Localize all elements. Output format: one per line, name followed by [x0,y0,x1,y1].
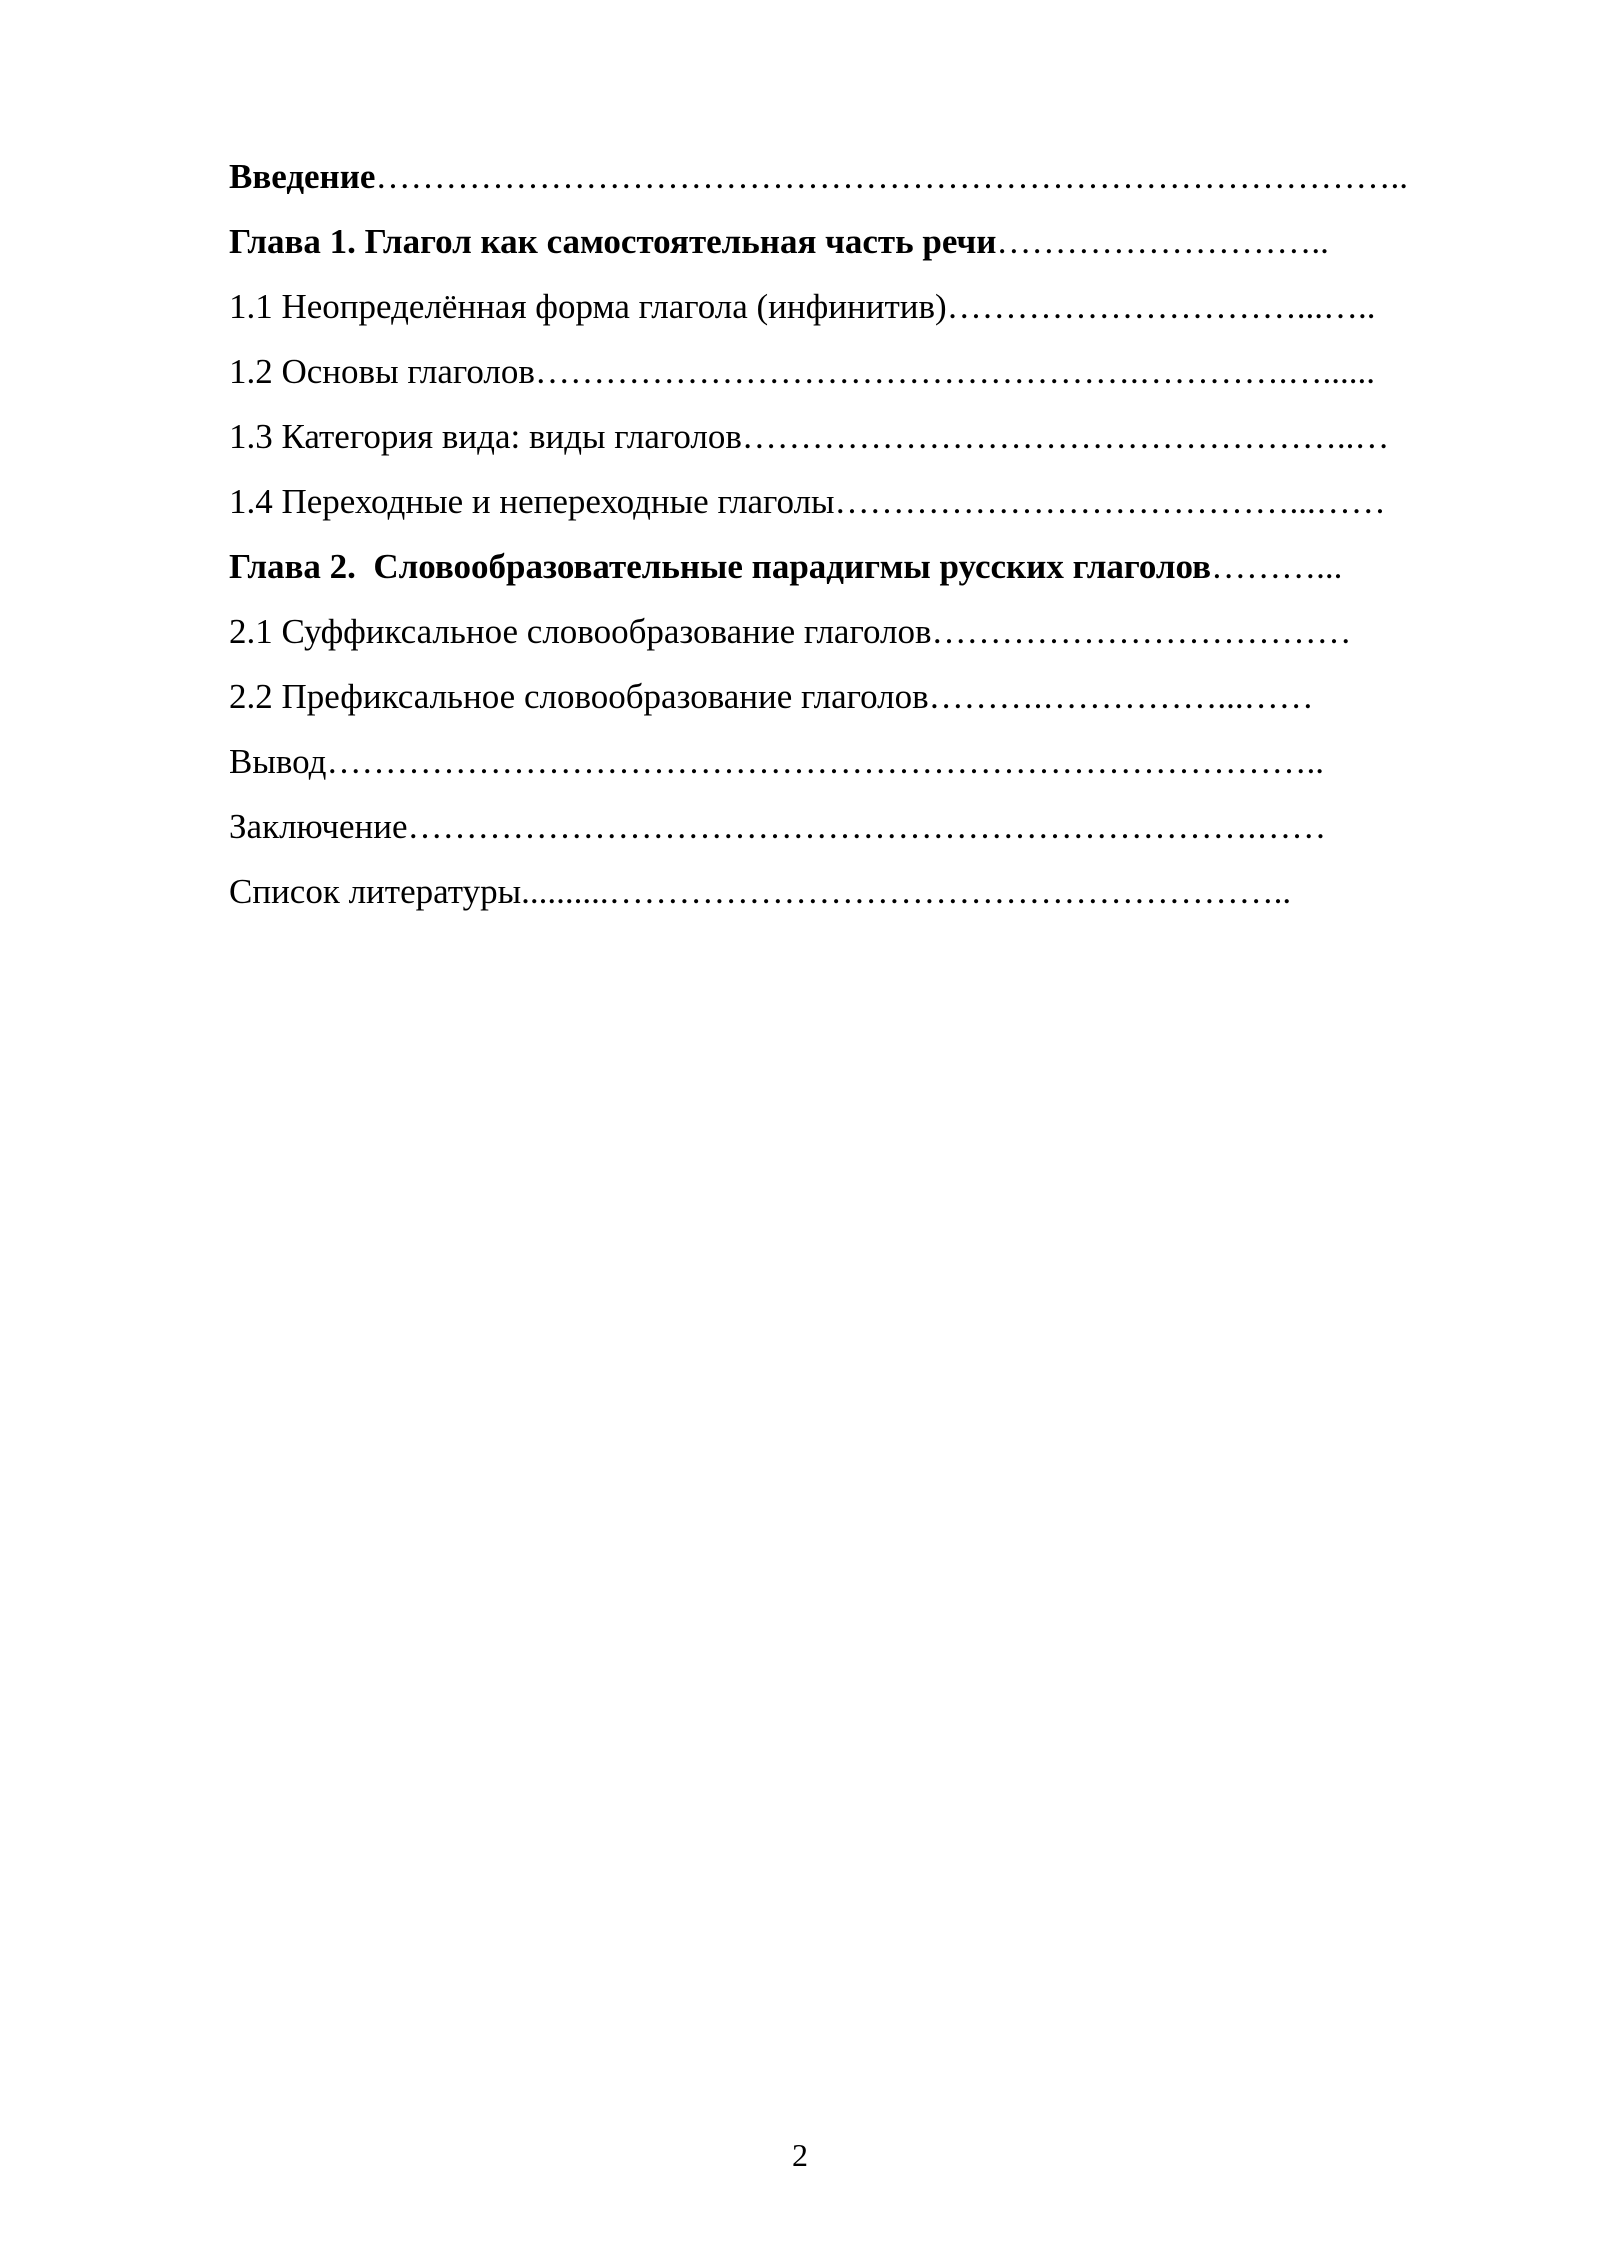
toc-entry-section-1-2 [229,343,1489,408]
toc-entry-title: Вывод [229,742,327,781]
toc-entry-leader: ………... [1211,547,1343,586]
toc-entry-conclusion [229,798,1489,863]
toc-entry-leader: ..........………………………………………………….. [521,872,1292,911]
toc-entry-leader: ……………………………… [931,612,1352,651]
page-number: 2 [792,2137,808,2173]
toc-entry-leader: …………………………………...…… [834,482,1386,521]
toc-entry-leader: …………………………………………….………….…...... [534,352,1375,391]
toc-entry-leader: ……………………………………………..… [741,417,1390,456]
toc-entry-section-1-4 [229,473,1489,538]
toc-entry-leader: ……….……………...…… [928,677,1314,716]
toc-entry-chapter-1 [229,213,1489,278]
toc-entry-title: 1.3 Категория вида: виды глаголов [229,417,742,456]
toc-entry-title: Глава 2. Словообразовательные парадигмы русских глаголов [229,547,1212,586]
toc-entry-title: Глава 1. Глагол как самостоятельная часть речи [229,222,997,261]
toc-entry-leader: …………………………………………………………………………….. [375,157,1408,196]
toc-entry-introduction [229,148,1489,213]
toc-entry-title: Заключение [229,807,408,846]
toc-entry-conclusion-output [229,733,1489,798]
toc-entry-title: 1.2 Основы глаголов [229,352,535,391]
toc-entry-title: 2.1 Суффиксальное словообразование глаголов [229,612,932,651]
toc-entry-bibliography [229,863,1489,928]
toc-entry-title: 2.2 Префиксальное словообразование глаголов [229,677,929,716]
toc-entry-section-1-1 [229,278,1489,343]
toc-entry-title: Введение [229,157,376,196]
toc-entry-leader: …………………………...….. [946,287,1376,326]
toc-entry-chapter-2 [229,538,1489,603]
toc-entry-section-2-2 [229,668,1489,733]
toc-entry-section-2-1 [229,603,1489,668]
table-of-contents [229,148,1489,928]
toc-entry-section-1-3 [229,408,1489,473]
toc-entry-title: Список литературы [229,872,522,911]
toc-entry-title: 1.4 Переходные и непереходные глаголы [229,482,835,521]
toc-entry-leader: ……………………….. [996,222,1329,261]
toc-entry-leader: ……………………………………………………………….…… [407,807,1327,846]
toc-entry-title: 1.1 Неопределённая форма глагола (инфинитив) [229,287,947,326]
toc-entry-leader: ………………………………………………………………………….. [326,742,1324,781]
